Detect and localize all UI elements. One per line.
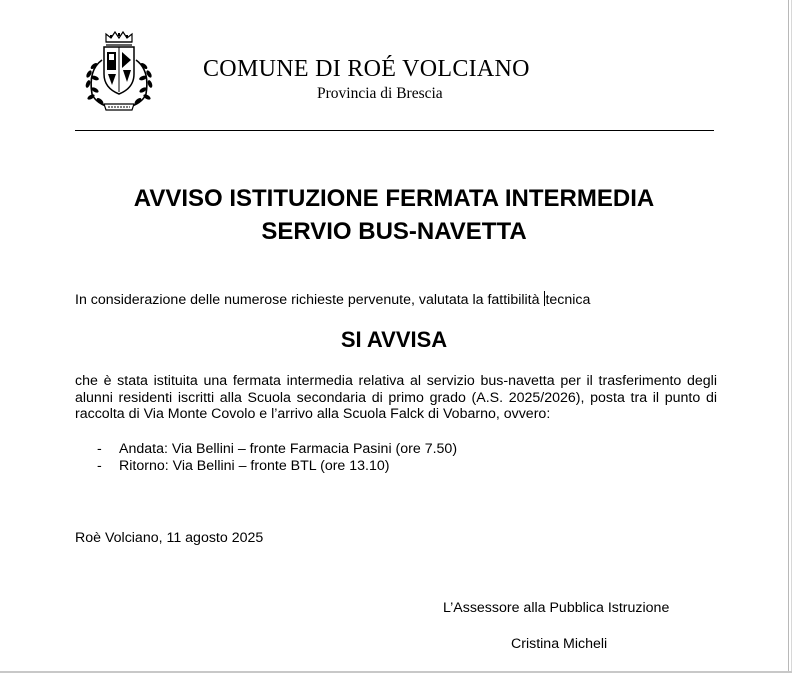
body-line: alunni residenti iscritti alla Scuola secondaria di primo grado (A.S. 2025/2026), posta tra il punto di [75, 389, 717, 406]
intro-paragraph [75, 291, 590, 309]
intro-text-end: tecnica [545, 292, 591, 308]
notice-title-line-2: SERVIO BUS-NAVETTA [261, 218, 527, 245]
list-item-text: Ritorno: Via Bellini – fronte BTL (ore 13.10) [119, 458, 390, 474]
intro-text: In considerazione delle numerose richieste pervenute, valutata la fattibilità [75, 292, 544, 308]
header-divider [75, 130, 714, 131]
municipality-name: COMUNE DI ROÉ VOLCIANO [203, 56, 530, 82]
signer-name: Cristina Micheli [511, 636, 608, 652]
body-line: che è stata istituita una fermata intermedia relativa al servizio bus-navetta per il trasferimento degli [75, 373, 717, 389]
place-date: Roè Volciano, 11 agosto 2025 [75, 530, 264, 546]
body-line: raccolta di Via Monte Covolo e l’arrivo alla Scuola Falck di Vobarno, ovvero: [75, 406, 551, 422]
list-dash: - [97, 441, 102, 457]
list-item-text: Andata: Via Bellini – fronte Farmacia Pasini (ore 7.50) [119, 441, 458, 457]
province-name: Provincia di Brescia [317, 85, 443, 102]
list-dash: - [97, 458, 102, 474]
municipal-coat-of-arms-icon [82, 30, 156, 116]
notice-title-line-1: AVVISO ISTITUZIONE FERMATA INTERMEDIA [133, 185, 655, 212]
announce-heading: SI AVVISA [340, 327, 448, 352]
window-border-right [788, 0, 789, 673]
signer-role: L’Assessore alla Pubblica Istruzione [443, 600, 670, 616]
notice-body [75, 373, 717, 423]
